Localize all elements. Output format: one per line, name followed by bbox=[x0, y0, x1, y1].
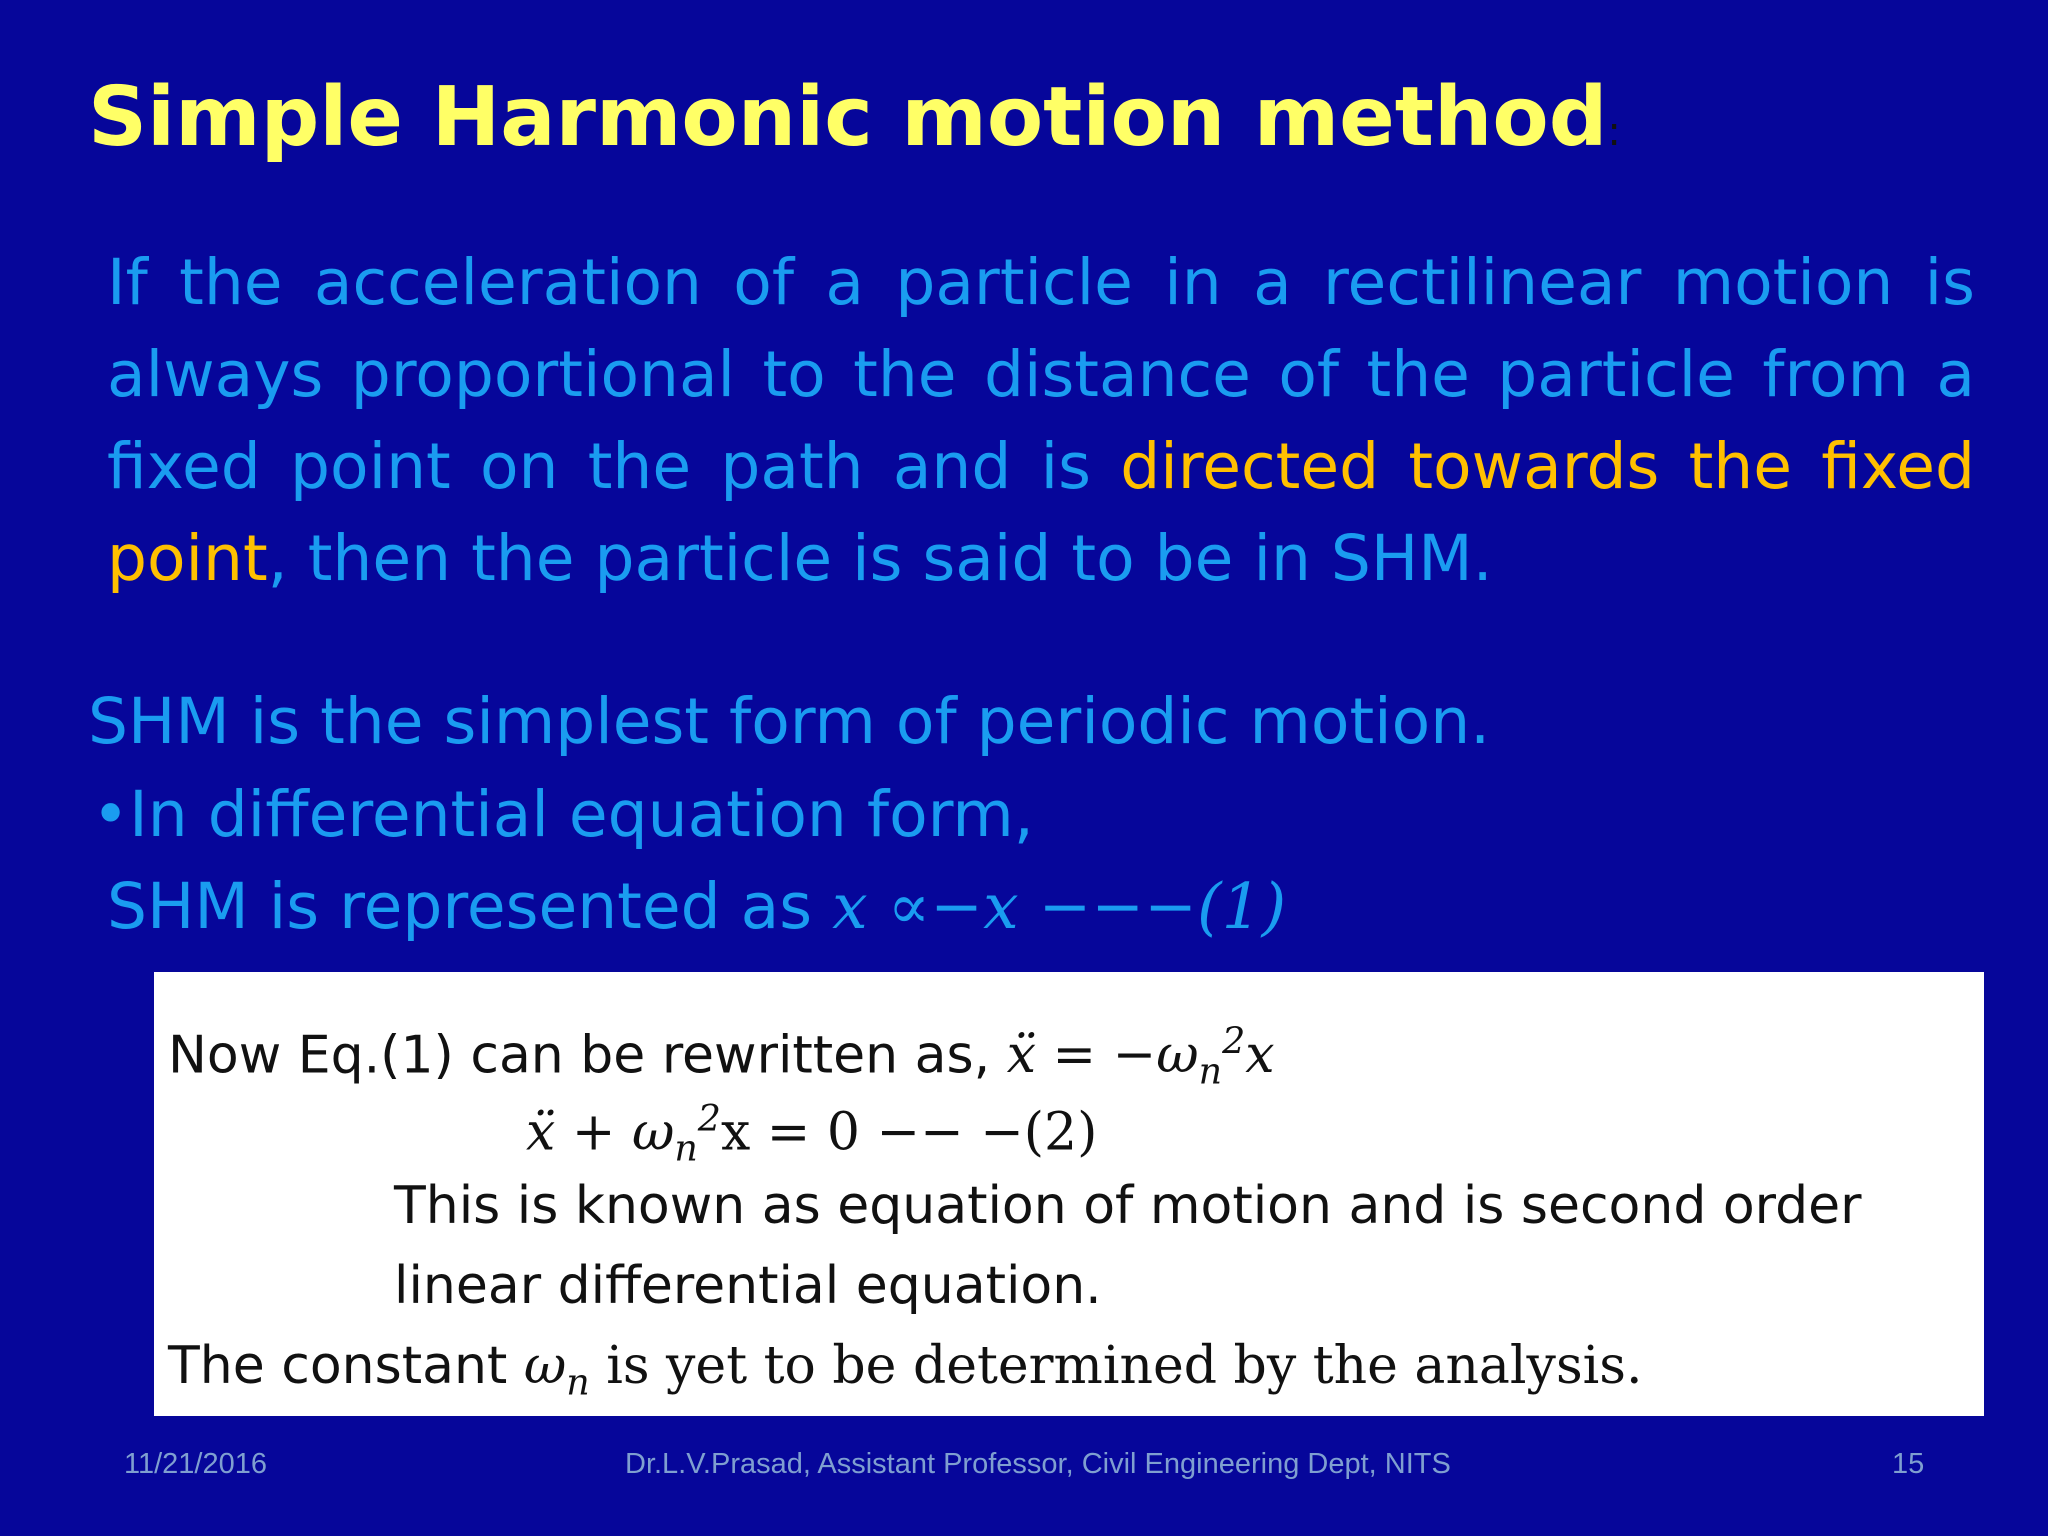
omega-subscript: n bbox=[566, 1360, 590, 1404]
footer-author: Dr.L.V.Prasad, Assistant Professor, Civil Engineering Dept, NITS bbox=[625, 1448, 1451, 1480]
definition-part1: If the acceleration of a particle in a rectilinear motion is always proportional to the distance of the particle from a fixed point on the path and is bbox=[107, 246, 1975, 503]
eq2-suffix: x = 0 −− −(2) bbox=[720, 1102, 1098, 1163]
box-line-constant bbox=[168, 1336, 1642, 1403]
constant-prefix: The constant bbox=[168, 1336, 524, 1396]
eq2-superscript: 2 bbox=[697, 1097, 721, 1140]
equation-1: x ∝−x −−−(1) bbox=[832, 870, 1287, 943]
definition-highlight: directed towards the fixed point bbox=[107, 430, 1975, 595]
shm-represented-text: SHM is represented as bbox=[107, 870, 833, 943]
differential-form-bullet: •In differential equation form, bbox=[92, 778, 1034, 851]
omega-symbol: ω bbox=[523, 1336, 567, 1396]
shm-represented-line bbox=[107, 870, 1286, 943]
slide-title-text: Simple Harmonic motion method bbox=[88, 70, 1608, 165]
box-line-rewritten bbox=[168, 1020, 1275, 1093]
equation-2 bbox=[526, 1097, 1097, 1170]
box-line-linear-differential: linear differential equation. bbox=[394, 1256, 1102, 1316]
eq2-subscript: n bbox=[674, 1126, 698, 1170]
omega-n-symbol bbox=[523, 1336, 590, 1404]
slide-title-colon: : bbox=[1607, 109, 1621, 155]
shm-simplest-line: SHM is the simplest form of periodic motion. bbox=[88, 685, 1491, 758]
box-rewritten-text: Now Eq.(1) can be rewritten as, bbox=[168, 1025, 1007, 1086]
box-rewritten-math bbox=[1006, 1020, 1275, 1093]
footer-date: 11/21/2016 bbox=[124, 1448, 267, 1480]
box-line-equation-of-motion: This is known as equation of motion and is second order bbox=[394, 1176, 1862, 1236]
eq-x: x bbox=[1245, 1025, 1275, 1086]
footer-page-number: 15 bbox=[1892, 1448, 1925, 1480]
definition-paragraph bbox=[107, 237, 1975, 605]
slide-title bbox=[88, 70, 1621, 165]
definition-part2: , then the particle is said to be in SHM. bbox=[267, 522, 1493, 595]
eq-subscript: n bbox=[1198, 1049, 1223, 1093]
eq-superscript: 2 bbox=[1222, 1020, 1246, 1063]
constant-suffix: is yet to be determined by the analysis. bbox=[589, 1336, 1643, 1396]
eq-omega-prefix: ẍ = −ω bbox=[1006, 1025, 1199, 1086]
equation-box bbox=[154, 972, 1984, 1416]
eq2-prefix: ẍ + ω bbox=[526, 1102, 675, 1163]
